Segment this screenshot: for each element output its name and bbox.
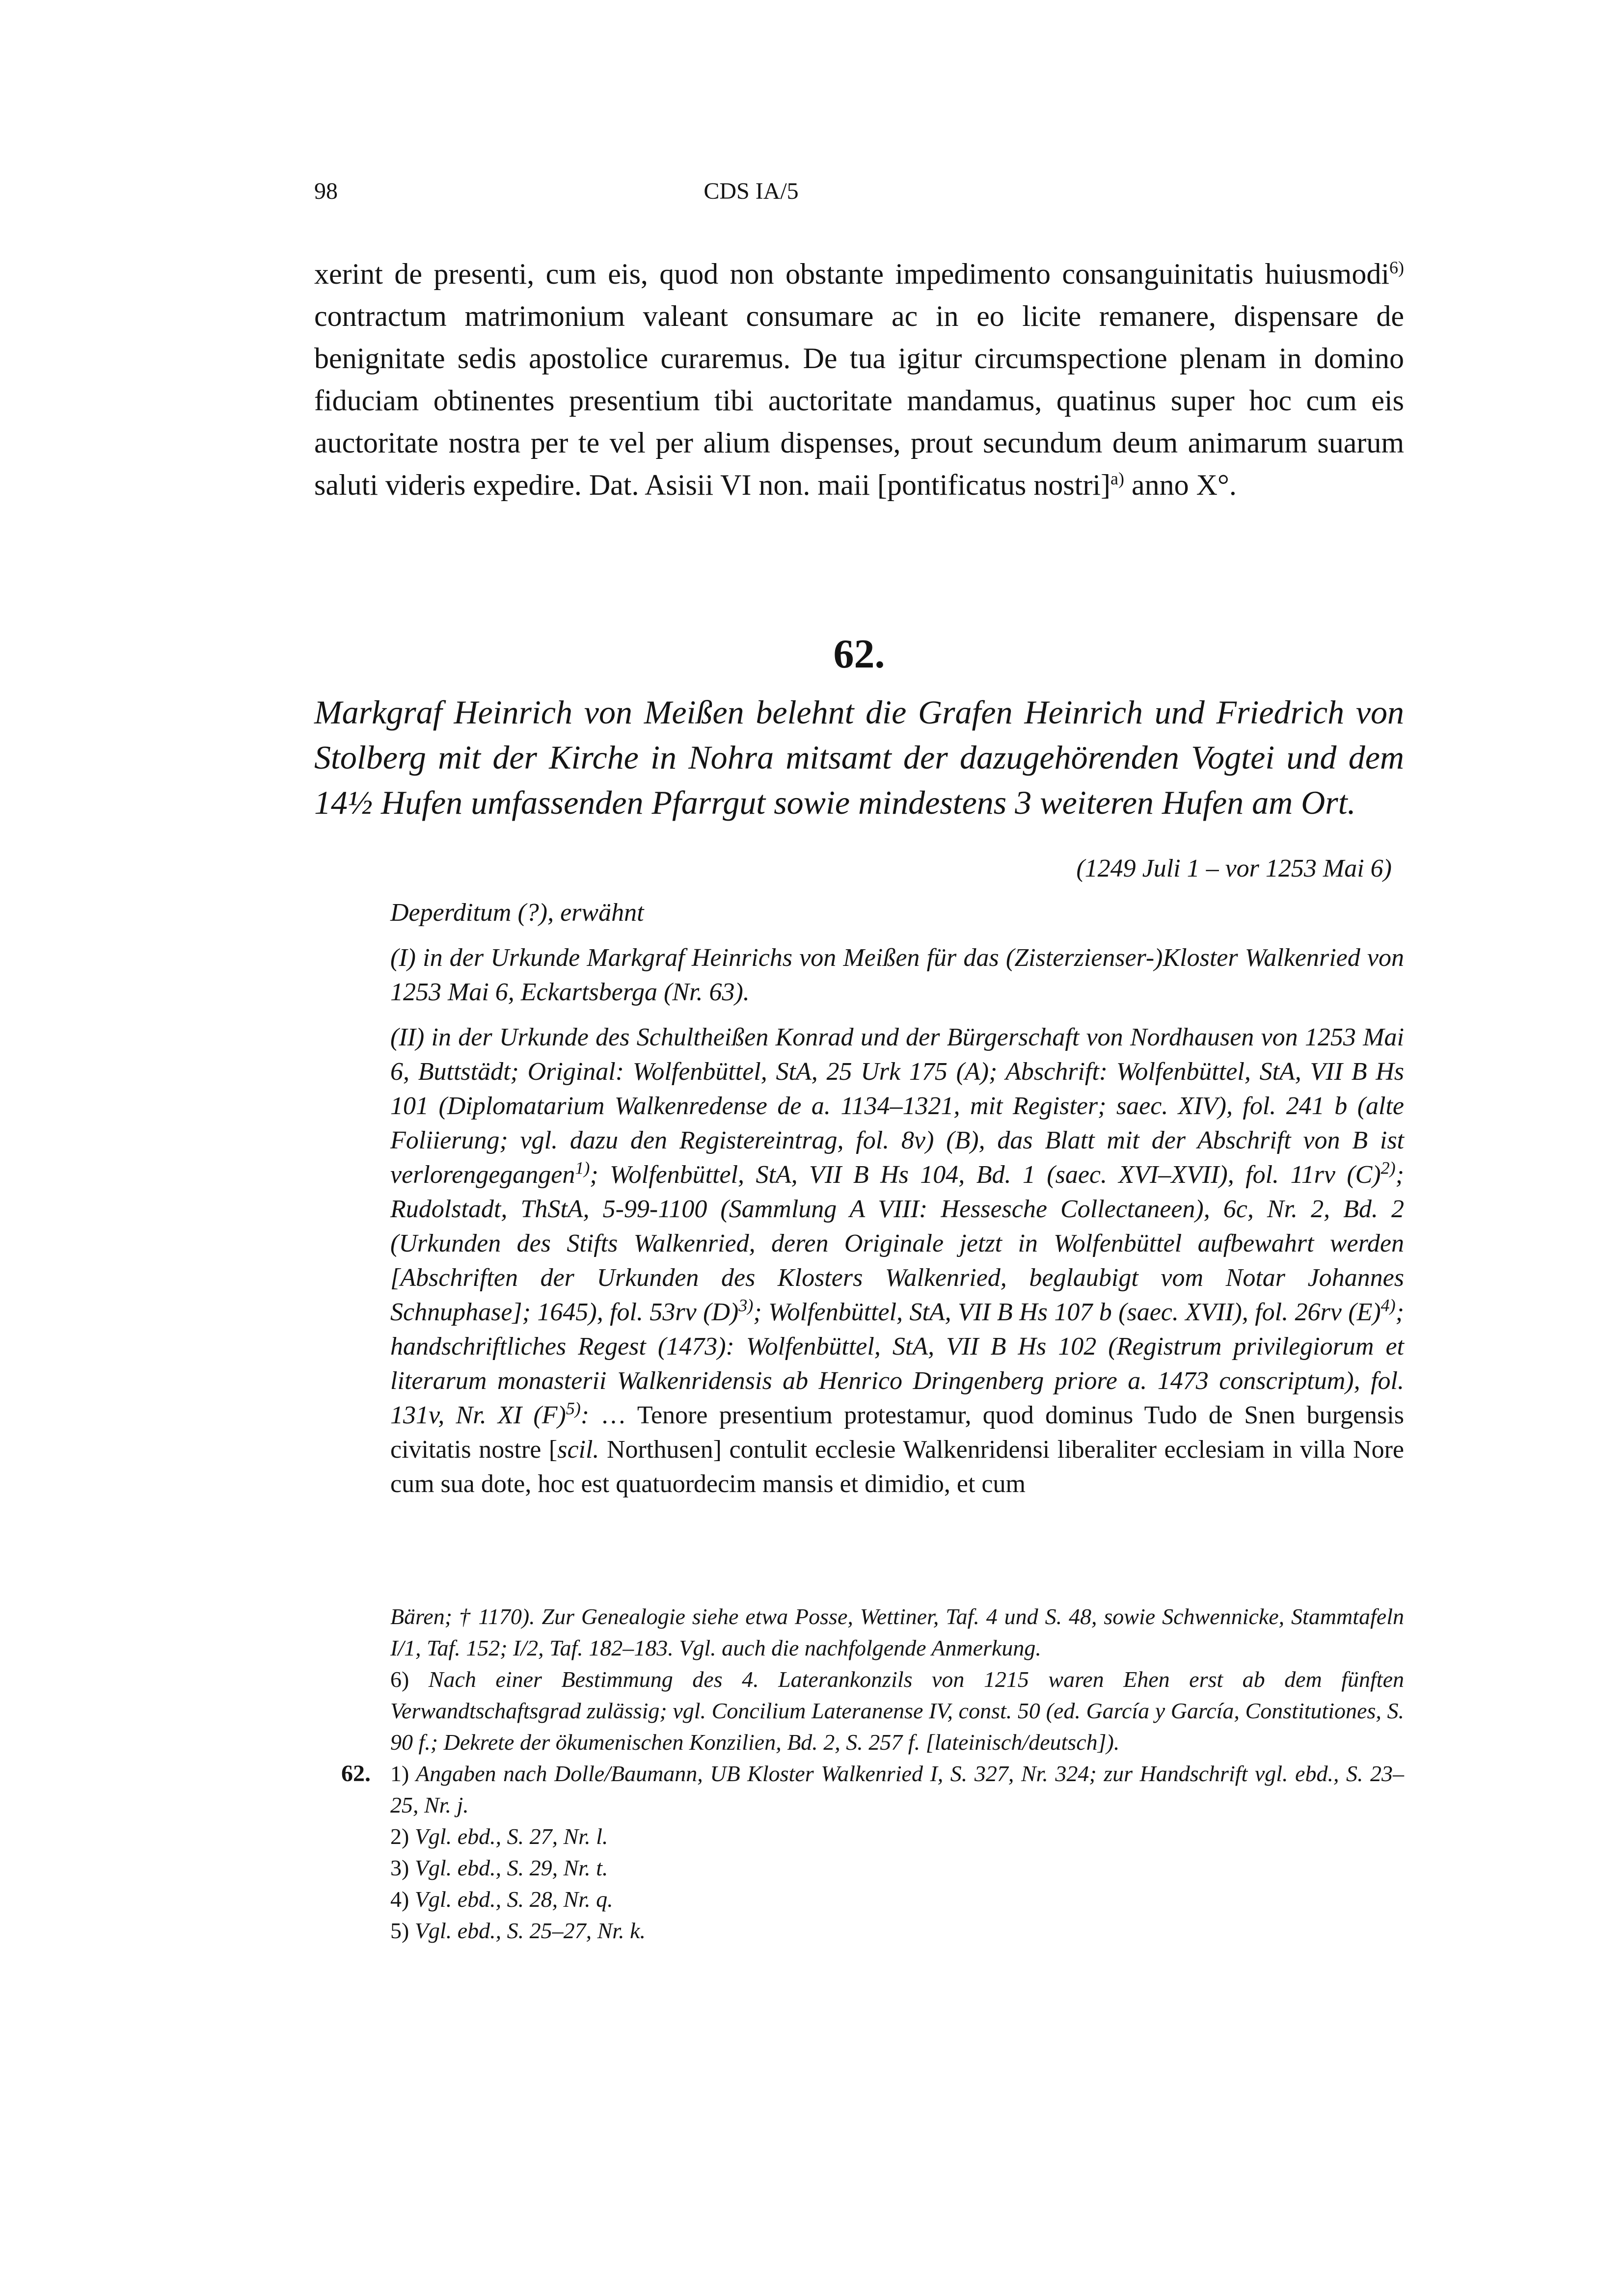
footnote-mark: 4) (390, 1887, 409, 1912)
footnote-item: 4) Vgl. ebd., S. 28, Nr. q. (390, 1887, 613, 1912)
footnote-group-number: 62. (341, 1761, 371, 1787)
running-title: CDS IA/5 (704, 178, 799, 204)
document-dating: (1249 Juli 1 – vor 1253 Mai 6) (1076, 854, 1392, 882)
tradition-item-i: (I) in der Urkunde Markgraf Heinrichs von Meißen für das (Zisterzienser-)Kloster Walkenried von 1253 Mai 6, Eckartsberga (Nr. 63). (390, 944, 1404, 1006)
footnote-item: 3) Vgl. ebd., S. 29, Nr. t. (390, 1855, 608, 1880)
footnote-marker: 1) (575, 1158, 590, 1178)
footnote-marker: 5) (566, 1398, 581, 1418)
footnotes-section (341, 1601, 1404, 1947)
footnote-item: 1) Angaben nach Dolle/Baumann, UB Kloster Walkenried I, S. 327, Nr. 324; zur Handschrift vgl. ebd., S. 23–25, Nr. j. (390, 1761, 1404, 1817)
previous-document-text (314, 253, 1404, 506)
footnote-mark: 5) (390, 1918, 409, 1943)
footnote-6: 6) Nach einer Bestimmung des 4. Laterankonzils von 1215 waren Ehen erst ab dem fünften Verwandtschaftsgrad zulässig; vgl. Concilium Lateranense IV, const. 50 (ed. García y García, Constitutiones, S. 90 f.; Dekrete der ökumenischen Konzilien, Bd. 2, S. 257 f. [lateinisch/deutsch]). (390, 1667, 1404, 1755)
tradition-item-ii: (II) in der Urkunde des Schultheißen Konrad und der Bürgerschaft von Nordhausen von 1253 Mai 6, Buttstädt; Original: Wolfenbüttel, StA, 25 Urk 175 (A); Abschrift: Wolfenbüttel, StA, VII B Hs 101 (Diplomatarium Walkenredense de a. 1134–1321, mit Register; saec. XIV), fol. 241 b (alte Foliierung; vgl. dazu den Registereintrag, fol. 8v) (B), das Blatt mit der Abschrift von B ist verlorengegangen$^{1)}$; Wolfenbüttel, StA, VII B Hs 104, Bd. 1 (saec. XVI–XVII), fol. 11rv $(C)^{2)}$; Rudolstadt, ThStA, 5-99-1100 (Sammlung A VIII: Hessesche Collectaneen), 6c, Nr. 2, Bd. 2 (Urkunden des Stifts Walkenried, deren Originale jetzt in Wolfenbüttel aufbewahrt werden [Abschriften der Urkunden des Klosters Walkenried, beglaubigt vom Notar Johannes Schnuphase]; 1645), fol. 53rv $(D)^{3)}$; Wolfenbüttel, StA, VII B Hs 107 b (saec. XVII), fol. 26rv $(E)^{4)}$; handschriftliches Regest (1473): Wolfenbüttel, StA, VII B Hs 102 (Registrum privilegiorum et literarum monasterii Walkenridensis ab Henrico Dringenberg priore a. 1473 conscriptum), fol. 131v, Nr. XI $(F)^{5)}$: … Tenore presentium protestamur, quod dominus Tudo de Snen burgensis civitatis nostre [scil. Northusen] contulit ecclesie Walkenridensi liberaliter ecclesiam in villa Nore cum sua dote, hoc est quatuordecim mansis et dimidio, et cum (390, 1023, 1405, 1498)
footnote-item: 2) Vgl. ebd., S. 27, Nr. l. (390, 1824, 608, 1849)
tradition-section (390, 896, 1404, 1512)
page-number: 98 (314, 178, 338, 204)
footnote-mark: 6) (390, 1667, 409, 1692)
footnote-marker: 6) (1389, 258, 1404, 277)
footnote-mark: 2) (390, 1824, 409, 1849)
previous-document-paragraph: xerint de presenti, cum eis, quod non obstante impedimento consanguinitatis huiusmodi$^{6)}$ contractum matrimonium valeant consumare ac in eo licite remanere, dispensare de benignitate sedis apostolice curaremus. De tua igitur circumspectione plenam in domino fiduciam obtinentes presentium tibi auctoritate mandamus, quatinus super hoc cum eis auctoritate nostra per te vel per alium dispenses, prout secundum deum animarum suarum saluti videris expedire. Dat. Asisii VI non. maii [pontificatus nostri]$^{a)}$ anno X°. (314, 258, 1404, 501)
quoted-text: … Tenore presentium protestamur, quod dominus Tudo de Snen burgensis civitatis nostre [scil. Northusen] contulit ecclesie Walkenridensi liberaliter ecclesiam in villa Nore cum sua dote, hoc est quatuordecim mansis et dimidio, et cum (390, 1401, 1405, 1498)
running-head (314, 174, 1404, 209)
footnote-mark: 3) (390, 1855, 409, 1880)
footnote-marker: 3) (738, 1295, 754, 1315)
footnote-marker: 4) (1380, 1295, 1396, 1315)
document-number: 62. (833, 631, 885, 677)
footnote-continuation: Bären; † 1170). Zur Genealogie siehe etwa Posse, Wettiner, Taf. 4 und S. 48, sowie Schwennicke, Stammtafeln I/1, Taf. 152; I/2, Taf. 182–183. Vgl. auch die nachfolgende Anmerkung. (390, 1604, 1404, 1660)
tradition-heading: Deperditum (?), erwähnt (390, 899, 644, 927)
regest-heading: Markgraf Heinrich von Meißen belehnt die Grafen Heinrich und Friedrich von Stolberg mit der Kirche in Nohra mitsamt der dazugehörenden Vogtei und dem 14½ Hufen umfassenden Pfarrgut sowie mindestens 3 weiteren Hufen am Ort. (314, 694, 1404, 821)
footnote-marker: a) (1110, 469, 1124, 488)
footnote-item: 5) Vgl. ebd., S. 25–27, Nr. k. (390, 1918, 646, 1943)
footnote-group-62 (341, 1758, 1404, 1947)
footnote-marker: 2) (1380, 1158, 1396, 1178)
footnote-mark: 1) (390, 1761, 409, 1786)
